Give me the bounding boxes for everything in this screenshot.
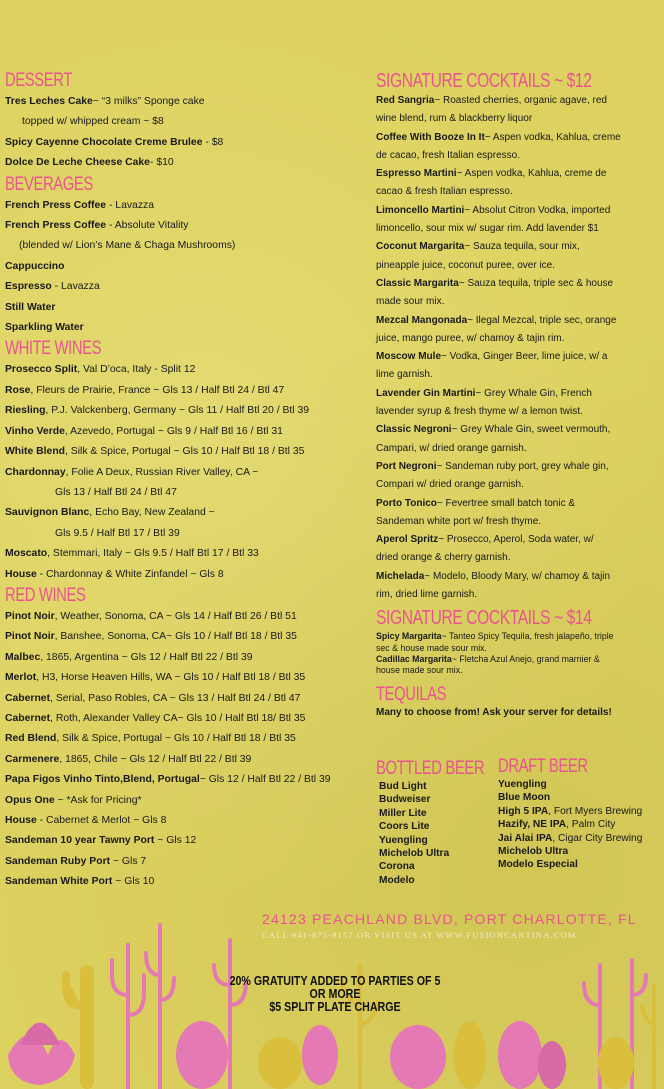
cocktail-line: dried orange & cherry garnish. <box>376 552 511 564</box>
bottled-beer-section <box>376 758 515 887</box>
dessert-heading: DESSERT <box>5 70 73 91</box>
menu-item: Prosecco Split, Val D’oca, Italy - Split 12 <box>5 364 196 376</box>
menu-item: Vinho Verde, Azevedo, Portugal ~ Gls 9 / Half Btl 16 / Btl 31 <box>5 425 283 437</box>
cocktail-line: Coconut Margarita~ Sauza tequila, sour mix, <box>376 241 580 253</box>
beer-item: Modelo Especial <box>498 859 578 871</box>
dessert-list <box>5 92 360 174</box>
cocktail-line: Porto Tonico~ Fevertree small batch tonic & <box>376 497 576 509</box>
menu-item: Red Blend, Silk & Spice, Portugal ~ Gls 10 / Half Btl 18 / Btl 35 <box>5 733 296 745</box>
signature-cocktails-14-list <box>376 631 658 676</box>
menu-item: Spicy Cayenne Chocolate Creme Brulee - $8 <box>5 136 224 148</box>
cocktail-line: limoncello, sour mix w/ sugar rim. Add lavender $1 <box>376 223 599 235</box>
cocktail-line: Port Negroni~ Sandeman ruby port, grey whale gin, <box>376 460 609 472</box>
beer-item: Jai Alai IPA, Cigar City Brewing <box>498 832 643 844</box>
beer-item: Bud Light <box>379 781 427 792</box>
cocktail-line: Lavender Gin Martini~ Grey Whale Gin, French <box>376 387 592 399</box>
menu-item: (blended w/ Lion’s Mane & Chaga Mushrooms) <box>19 240 236 252</box>
signature-cocktails-12-list <box>376 92 658 604</box>
white-wines-list <box>5 360 360 584</box>
succulent-icon <box>8 1023 75 1086</box>
menu-item: Moscato, Stemmari, Italy ~ Gls 9.5 / Half Btl 17 / Btl 33 <box>5 548 259 560</box>
cocktail-line: Compari w/ dried orange garnish. <box>376 479 524 491</box>
cocktail-line: de cacao, fresh Italian espresso. <box>376 149 520 161</box>
right-column <box>376 70 658 720</box>
menu-item: Sandeman Ruby Port ~ Gls 7 <box>5 855 147 867</box>
cocktail-line: Aperol Spritz~ Prosecco, Aperol, Soda water, w/ <box>376 534 594 546</box>
cocktail-line: house made sour mix. <box>376 664 463 675</box>
yellow-cactus-icon <box>66 965 94 1089</box>
menu-item: Pinot Noir, Weather, Sonoma, CA ~ Gls 14 / Half Btl 26 / Btl 51 <box>5 610 297 622</box>
signature-cocktails-14-heading: SIGNATURE COCKTAILS ~ $14 <box>376 607 592 630</box>
red-wines-list <box>5 607 360 893</box>
cocktail-line: sec & house made sour mix. <box>376 642 487 653</box>
beverages-heading: BEVERAGES <box>5 173 93 195</box>
cocktail-line: pineapple juice, coconut puree, over ice. <box>376 259 556 271</box>
menu-item: French Press Coffee - Lavazza <box>5 199 154 211</box>
footer-call: CALL 941-875-9157 OR VISIT US AT WWW.FUSIONCANTINA.COM <box>262 930 577 940</box>
gratuity-line: 20% GRATUITY ADDED TO PARTIES OF 5 OR MORE <box>229 973 441 1001</box>
cocktail-line: juice, mango puree, w/ chamoy & tajin rim. <box>376 332 565 344</box>
menu-item: White Blend, Silk & Spice, Portugal ~ Gls 10 / Half Btl 18 / Btl 35 <box>5 446 305 458</box>
draft-beer-section <box>498 756 642 872</box>
menu-item: Pinot Noir, Banshee, Sonoma, CA~ Gls 10 / Half Btl 18 / Btl 35 <box>5 631 297 643</box>
cocktail-line: Spicy Margarita~ Tanteo Spicy Tequila, fresh jalapeño, triple <box>376 631 614 642</box>
menu-item: Cabernet, Serial, Paso Robles, CA ~ Gls 13 / Half Btl 24 / Btl 47 <box>5 692 301 704</box>
beverages-list <box>5 196 360 339</box>
cocktail-line: Limoncello Martini~ Absolut Citron Vodka, imported <box>376 204 611 216</box>
cocktail-line: Mezcal Mangonada~ Ilegal Mezcal, triple sec, orange <box>376 314 617 326</box>
menu-item: Opus One ~ *Ask for Pricing* <box>5 794 142 806</box>
menu-item: Espresso - Lavazza <box>5 281 100 293</box>
left-column <box>5 70 360 893</box>
beer-item: Blue Moon <box>498 792 551 804</box>
bottled-beer-heading: BOTTLED BEER <box>376 758 485 779</box>
cocktail-line: Moscow Mule~ Vodka, Ginger Beer, lime juice, w/ a <box>376 351 608 363</box>
signature-cocktails-12-heading: SIGNATURE COCKTAILS ~ $12 <box>376 70 592 92</box>
barrel-cactus-icon <box>176 1021 634 1089</box>
white-wines-heading: WHITE WINES <box>5 338 102 360</box>
cocktail-line: rim, dried lime garnish. <box>376 589 478 601</box>
menu-item: French Press Coffee - Absolute Vitality <box>5 220 189 232</box>
beer-item: Hazify, NE IPA, Palm City <box>498 819 616 831</box>
draft-beer-heading: DRAFT BEER <box>498 756 588 777</box>
beer-item: Michelob Ultra <box>498 846 569 858</box>
beer-item: Yuengling <box>498 779 547 790</box>
cocktail-line: Michelada~ Modelo, Bloody Mary, w/ chamoy & tajin <box>376 570 611 582</box>
menu-item: Papa Figos Vinho Tinto,Blend, Portugal~ Gls 12 / Half Btl 22 / Btl 39 <box>5 774 331 786</box>
menu-item: Dolce De Leche Cheese Cake- $10 <box>5 157 174 169</box>
menu-item: Gls 13 / Half Btl 24 / Btl 47 <box>55 486 177 498</box>
tequilas-note: Many to choose from! Ask your server for details! <box>376 707 612 719</box>
menu-item: Sandeman 10 year Tawny Port ~ Gls 12 <box>5 835 197 847</box>
menu-item: Merlot, H3, Horse Heaven Hills, WA ~ Gls 10 / Half Btl 18 / Btl 35 <box>5 672 306 684</box>
cocktail-line: lavender syrup & fresh thyme w/ a lemon twist. <box>376 406 583 418</box>
cocktail-line: Cadillac Margarita~ Fletcha Azul Anejo, grand marnier & <box>376 653 600 664</box>
cocktail-line: Sandeman white port w/ fresh thyme. <box>376 515 542 527</box>
cocktail-line: wine blend, rum & blackberry liquor <box>376 113 533 125</box>
menu-item: Sauvignon Blanc, Echo Bay, New Zealand ~ <box>5 507 215 519</box>
menu-item: Cappuccino <box>5 260 65 272</box>
cocktail-line: Campari, w/ dried orange garnish. <box>376 442 527 454</box>
red-wines-heading: RED WINES <box>5 584 86 606</box>
menu-item: Malbec, 1865, Argentina ~ Gls 12 / Half Btl 22 / Btl 39 <box>5 651 253 663</box>
cocktail-line: Coffee With Booze In It~ Aspen vodka, Kahlua, creme <box>376 131 621 143</box>
cocktail-line: Classic Negroni~ Grey Whale Gin, sweet vermouth, <box>376 424 611 436</box>
menu-item: Carmenere, 1865, Chile ~ Gls 12 / Half Btl 22 / Btl 39 <box>5 753 252 765</box>
tequilas-heading: TEQUILAS <box>376 684 447 706</box>
menu-item: topped w/ whipped cream ~ $8 <box>22 116 164 128</box>
cocktail-line: made sour mix. <box>376 296 445 308</box>
cocktail-line: Red Sangria~ Roasted cherries, organic agave, red <box>376 95 607 106</box>
draft-beer-list <box>498 778 642 872</box>
cocktail-line: Espresso Martini~ Aspen vodka, Kahlua, creme de <box>376 168 607 180</box>
menu-item: House - Chardonnay & White Zinfandel ~ Gls 8 <box>5 568 224 580</box>
bottled-beer-list <box>376 780 515 887</box>
cocktail-line: cacao & fresh Italian espresso. <box>376 186 513 198</box>
cocktail-line: Classic Margarita~ Sauza tequila, triple sec & house <box>376 277 614 289</box>
cocktail-line: lime garnish. <box>376 369 433 381</box>
beer-item: High 5 IPA, Fort Myers Brewing <box>498 805 643 817</box>
menu-item: Cabernet, Roth, Alexander Valley CA~ Gls 10 / Half Btl 18/ Btl 35 <box>5 712 306 724</box>
beer-item: Yuengling <box>379 834 428 846</box>
beer-item: Miller Lite <box>379 807 427 819</box>
beer-item: Coors Lite <box>379 821 430 833</box>
menu-item: Sandeman White Port ~ Gls 10 <box>5 876 155 888</box>
gratuity-notice <box>224 974 445 1013</box>
menu-item: House - Cabernet & Merlot ~ Gls 8 <box>5 815 167 826</box>
footer-address: 24123 PEACHLAND BLVD, PORT CHARLOTTE, FL <box>262 911 637 927</box>
menu-item: Gls 9.5 / Half Btl 17 / Btl 39 <box>55 527 180 539</box>
menu-item: Tres Leches Cake~ “3 milks” Sponge cake <box>5 96 205 107</box>
menu-item: Riesling, P.J. Valckenberg, Germany ~ Gls 11 / Half Btl 20 / Btl 39 <box>5 405 310 417</box>
beer-item: Corona <box>379 861 415 873</box>
menu-item: Chardonnay, Folie A Deux, Russian River Valley, CA ~ <box>5 466 259 478</box>
menu-item: Still Water <box>5 301 56 313</box>
menu-item: Rose, Fleurs de Prairie, France ~ Gls 13 / Half Btl 24 / Btl 47 <box>5 384 285 396</box>
split-plate-line: $5 SPLIT PLATE CHARGE <box>269 999 401 1014</box>
beer-item: Modelo <box>379 874 415 886</box>
beer-item: Budweiser <box>379 794 431 806</box>
menu-item: Sparkling Water <box>5 322 84 334</box>
beer-item: Michelob Ultra <box>379 848 450 860</box>
